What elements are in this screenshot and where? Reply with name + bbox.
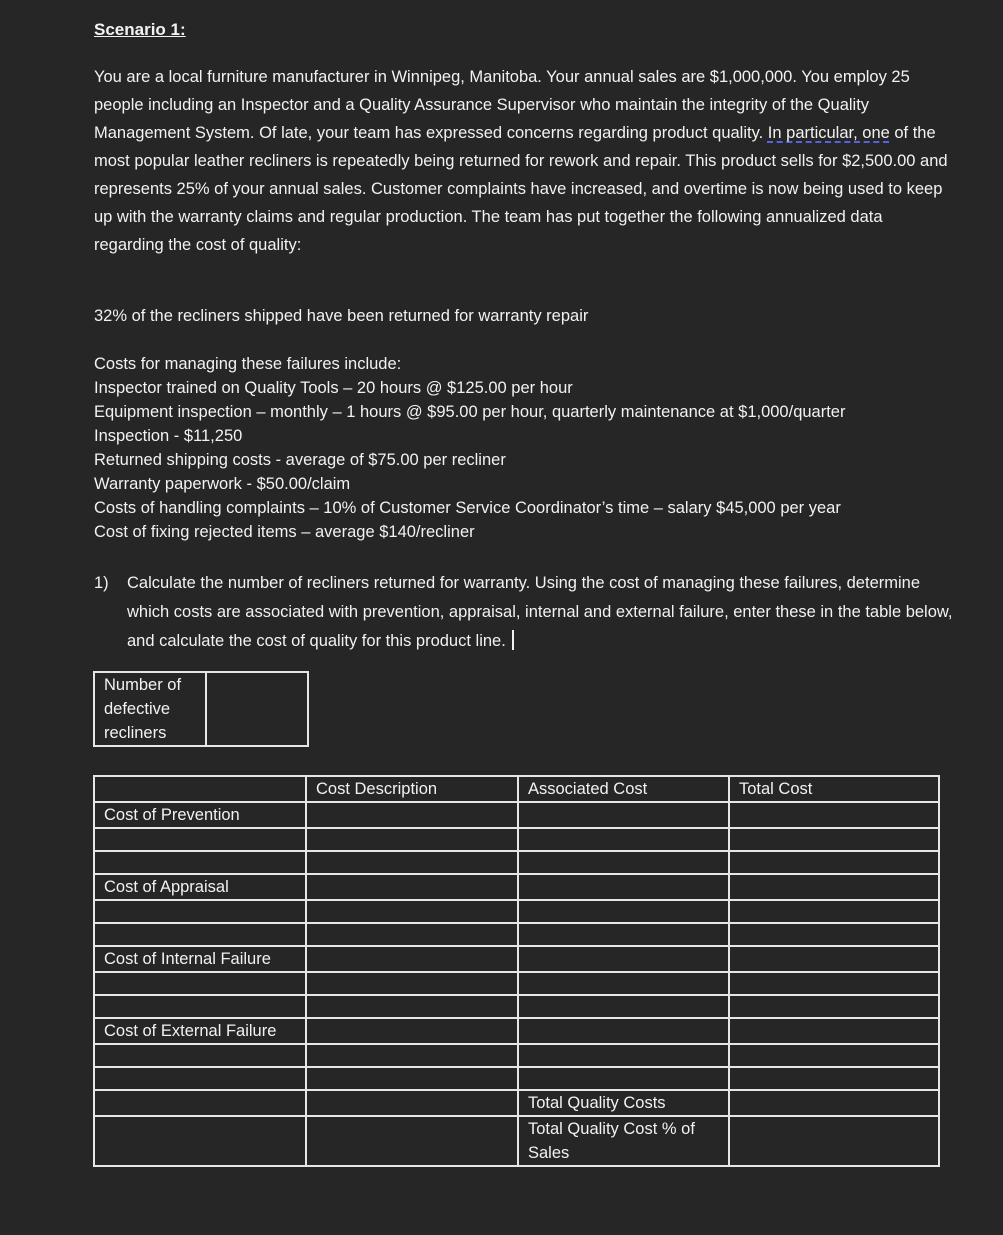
table-row [94,1018,939,1044]
table-cell[interactable] [306,851,518,874]
table-row [94,995,939,1018]
table-cell[interactable] [518,995,729,1018]
table-cell[interactable] [94,1044,306,1067]
table-row [94,874,939,900]
table-row [94,923,939,946]
table-cell[interactable] [518,923,729,946]
question-text-block [127,569,954,656]
table-cell[interactable] [94,1067,306,1090]
table-cell[interactable] [518,1018,729,1044]
table-cell[interactable] [94,972,306,995]
table-cell[interactable] [518,802,729,828]
cost-list-item: Inspection - $11,250 [94,427,243,445]
cost-list-item: Cost of fixing rejected items – average $140/recliner [94,523,475,541]
paragraph-text-start: You are a local furniture manufacturer in Winnipeg, Manitoba. Your annual sales are $1,000,000. You employ 25 people including an Inspector and a Quality Assurance Supervisor who maintain the integrity of the Quality Management System. Of late, your team has expressed concerns regarding product quality. [94,68,910,142]
table-cell[interactable] [518,874,729,900]
table-cell[interactable] [306,874,518,900]
question-1 [94,569,954,656]
table-cell[interactable] [94,1090,306,1116]
table-row [94,851,939,874]
defect-count-table [93,671,309,747]
cost-list-item: Inspector trained on Quality Tools – 20 hours @ $125.00 per hour [94,379,573,397]
grammar-flagged-text[interactable]: In particular, one [767,124,890,142]
table-cell[interactable] [518,1044,729,1067]
table-cell[interactable] [729,1067,939,1090]
table-cell[interactable] [729,828,939,851]
table-cell[interactable] [518,900,729,923]
defect-value-cell[interactable] [206,672,308,746]
table-cell[interactable] [729,851,939,874]
table-row [94,828,939,851]
table-cell[interactable] [94,995,306,1018]
table-cell[interactable] [306,900,518,923]
cost-list-item: Equipment inspection – monthly – 1 hours @ $95.00 per hour, quarterly maintenance at $1,000/quarter [94,403,846,421]
table-cell[interactable] [518,851,729,874]
total-quality-pct-label: Total Quality Cost % of Sales [518,1116,729,1166]
table-cell[interactable] [729,995,939,1018]
table-cell[interactable] [729,802,939,828]
table-cell[interactable] [94,1116,306,1166]
cost-list [94,352,974,544]
total-quality-costs-label: Total Quality Costs [518,1090,729,1116]
table-cell[interactable] [729,946,939,972]
table-cell[interactable] [729,923,939,946]
table-cell[interactable] [94,851,306,874]
cost-of-quality-table [93,775,940,1167]
table-cell[interactable] [518,828,729,851]
table-cell[interactable] [94,923,306,946]
table-cell[interactable] [94,828,306,851]
table-cell[interactable] [306,802,518,828]
paragraph-text-end: of the most popular leather recliners is repeatedly being returned for rework and repair. This product sells for $2,500.00 and represents 25% of your annual sales. Customer complaints have increased, and overtime is now being used to keep up with the warranty claims and regular production. The team has put together the following annualized data regarding the cost of quality: [94,124,948,254]
table-cell[interactable] [306,1090,518,1116]
header-cell-cost-description: Cost Description [306,776,518,802]
cost-list-item: Warranty paperwork - $50.00/claim [94,475,351,493]
text-cursor [512,630,514,650]
table-cell[interactable] [729,1044,939,1067]
return-rate-statement: 32% of the recliners shipped have been returned for warranty repair [94,307,589,325]
scenario-paragraph [94,63,954,259]
table-cell[interactable] [518,1067,729,1090]
table-cell[interactable] [306,1067,518,1090]
table-cell[interactable] [518,946,729,972]
cost-list-intro: Costs for managing these failures include: [94,355,402,373]
table-cell[interactable] [306,946,518,972]
table-row [94,972,939,995]
table-cell[interactable] [729,1018,939,1044]
table-cell[interactable] [306,1044,518,1067]
table-row [94,900,939,923]
category-external-failure: Cost of External Failure [94,1018,306,1044]
table-cell[interactable] [518,972,729,995]
table-cell[interactable] [306,1116,518,1166]
defect-label-cell: Number of defective recliners [94,672,206,746]
category-appraisal: Cost of Appraisal [94,874,306,900]
cost-list-item: Costs of handling complaints – 10% of Customer Service Coordinator’s time – salary $45,000 per year [94,499,841,517]
category-internal-failure: Cost of Internal Failure [94,946,306,972]
cost-list-item: Returned shipping costs - average of $75.00 per recliner [94,451,506,469]
header-cell-associated-cost: Associated Cost [518,776,729,802]
table-cell[interactable] [306,828,518,851]
category-prevention: Cost of Prevention [94,802,306,828]
total-quality-pct-value[interactable] [729,1116,939,1166]
table-row [94,1067,939,1090]
total-quality-costs-value[interactable] [729,1090,939,1116]
table-cell[interactable] [306,923,518,946]
table-cell[interactable] [729,900,939,923]
table-row [94,946,939,972]
scenario-heading: Scenario 1: [94,20,186,39]
question-text: Calculate the number of recliners returned for warranty. Using the cost of managing these failures, determine which costs are associated with prevention, appraisal, internal and external failure, enter these in the table below, and calculate the cost of quality for this product line. [127,574,953,650]
table-cell[interactable] [94,900,306,923]
header-cell [94,776,306,802]
table-cell[interactable] [729,874,939,900]
table-row [94,1044,939,1067]
table-cell[interactable] [306,995,518,1018]
header-cell-total-cost: Total Cost [729,776,939,802]
table-cell[interactable] [729,972,939,995]
total-quality-costs-row [94,1090,939,1116]
question-number: 1) [94,574,109,592]
total-quality-pct-row [94,1116,939,1166]
table-row [94,802,939,828]
table-cell[interactable] [306,1018,518,1044]
table-cell[interactable] [306,972,518,995]
table-header-row [94,776,939,802]
